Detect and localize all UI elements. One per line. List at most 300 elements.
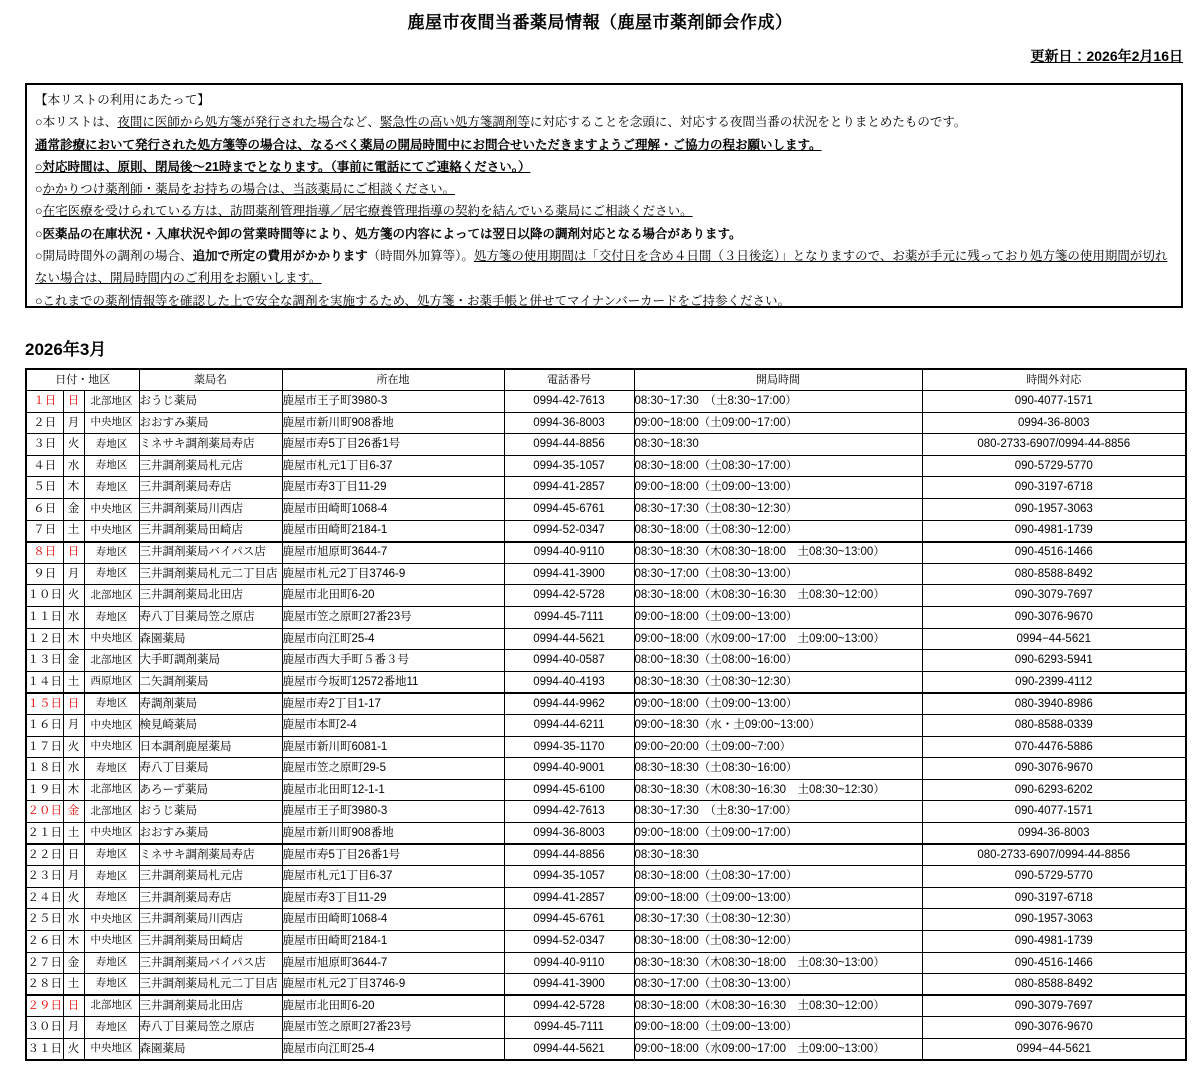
dow-cell: 土 bbox=[63, 520, 84, 542]
notice-line: ○これまでの薬剤情報等を確認した上で安全な調剤を実施するため、処方箋・お薬手帳と併せてマイナンバーカードをご持参ください。 bbox=[35, 293, 791, 308]
hours-cell: 09:00~18:00（水09:00~17:00 土09:00~13:00） bbox=[634, 628, 922, 650]
address-cell: 鹿屋市田崎町1068-4 bbox=[282, 909, 504, 931]
pharmacy-cell: 大手町調剤薬局 bbox=[139, 650, 282, 672]
dow-cell: 月 bbox=[63, 715, 84, 737]
date-cell: ７日 bbox=[26, 520, 63, 542]
date-cell: ３日 bbox=[26, 434, 63, 456]
table-row bbox=[26, 563, 1186, 585]
dow-cell: 木 bbox=[63, 628, 84, 650]
dow-cell: 金 bbox=[63, 801, 84, 823]
phone-cell: 0994-35-1057 bbox=[504, 866, 634, 888]
pharmacy-cell: 三井調剤薬局札元店 bbox=[139, 866, 282, 888]
hours-cell: 08:30~17:00（土08:30~13:00） bbox=[634, 974, 922, 996]
hours-cell: 08:30~18:00（土08:30~12:00） bbox=[634, 930, 922, 952]
table-row bbox=[26, 499, 1186, 521]
table-row bbox=[26, 758, 1186, 780]
table-row bbox=[26, 822, 1186, 844]
address-cell: 鹿屋市寿2丁目1-17 bbox=[282, 693, 504, 715]
dow-cell: 火 bbox=[63, 1038, 84, 1060]
pharmacy-cell: 三井調剤薬局バイパス店 bbox=[139, 542, 282, 564]
date-cell: ２７日 bbox=[26, 952, 63, 974]
phone-cell: 0994-45-7111 bbox=[504, 607, 634, 629]
district-cell: 中央地区 bbox=[84, 628, 139, 650]
table-row bbox=[26, 520, 1186, 542]
district-cell: 中央地区 bbox=[84, 715, 139, 737]
address-cell: 鹿屋市北田町6-20 bbox=[282, 995, 504, 1017]
afterhours-cell: 090-4077-1571 bbox=[922, 801, 1186, 823]
hours-cell: 08:30~18:00（土08:30~12:00） bbox=[634, 520, 922, 542]
hours-cell: 09:00~18:00（土09:00~13:00） bbox=[634, 477, 922, 499]
date-cell: １６日 bbox=[26, 715, 63, 737]
afterhours-cell: 090-3076-9670 bbox=[922, 758, 1186, 780]
afterhours-cell: 090-4981-1739 bbox=[922, 930, 1186, 952]
date-cell: ２４日 bbox=[26, 887, 63, 909]
dow-cell: 土 bbox=[63, 822, 84, 844]
hours-cell: 08:30~17:30 （土8:30~17:00） bbox=[634, 801, 922, 823]
month-heading: 2026年3月 bbox=[25, 340, 107, 359]
address-cell: 鹿屋市笠之原町27番23号 bbox=[282, 1017, 504, 1039]
date-cell: ５日 bbox=[26, 477, 63, 499]
district-cell: 寿地区 bbox=[84, 974, 139, 996]
table-row bbox=[26, 693, 1186, 715]
district-cell: 北部地区 bbox=[84, 995, 139, 1017]
date-cell: １５日 bbox=[26, 693, 63, 715]
pharmacy-cell: おうじ薬局 bbox=[139, 801, 282, 823]
district-cell: 寿地区 bbox=[84, 844, 139, 866]
pharmacy-cell: 三井調剤薬局寿店 bbox=[139, 887, 282, 909]
phone-cell: 0994-44-6211 bbox=[504, 715, 634, 737]
afterhours-cell: 090-3079-7697 bbox=[922, 995, 1186, 1017]
afterhours-cell: 090-6293-6202 bbox=[922, 779, 1186, 801]
hours-cell: 08:00~18:30（土08:00~16:00） bbox=[634, 650, 922, 672]
notice-line: ○医薬品の在庫状況・入庫状況や卸の営業時間等により、処方箋の内容によっては翌日以降の調剤対応となる場合があります。 bbox=[35, 226, 742, 241]
address-cell: 鹿屋市新川町908番地 bbox=[282, 412, 504, 434]
phone-cell: 0994-44-9962 bbox=[504, 693, 634, 715]
table-row bbox=[26, 715, 1186, 737]
phone-cell: 0994-44-8856 bbox=[504, 844, 634, 866]
pharmacy-cell: 三井調剤薬局札元二丁目店 bbox=[139, 563, 282, 585]
table-row bbox=[26, 930, 1186, 952]
dow-cell: 月 bbox=[63, 412, 84, 434]
pharmacy-cell: 検見崎薬局 bbox=[139, 715, 282, 737]
afterhours-cell: 080-8588-8492 bbox=[922, 563, 1186, 585]
pharmacy-cell: ミネサキ調剤薬局寿店 bbox=[139, 844, 282, 866]
dow-cell: 水 bbox=[63, 455, 84, 477]
afterhours-cell: 090-4516-1466 bbox=[922, 952, 1186, 974]
district-cell: 寿地区 bbox=[84, 866, 139, 888]
date-cell: ２５日 bbox=[26, 909, 63, 931]
update-date: 更新日：2026年2月16日 bbox=[1030, 48, 1183, 64]
dow-cell: 月 bbox=[63, 1017, 84, 1039]
date-cell: ２日 bbox=[26, 412, 63, 434]
dow-cell: 金 bbox=[63, 499, 84, 521]
hours-cell: 08:30~18:30 bbox=[634, 434, 922, 456]
district-cell: 寿地区 bbox=[84, 1017, 139, 1039]
district-cell: 寿地区 bbox=[84, 693, 139, 715]
district-cell: 寿地区 bbox=[84, 434, 139, 456]
phone-cell: 0994-41-2857 bbox=[504, 477, 634, 499]
hours-cell: 08:30~18:00（木08:30~16:30 土08:30~12:00） bbox=[634, 995, 922, 1017]
phone-cell: 0994-41-3900 bbox=[504, 974, 634, 996]
table-row bbox=[26, 434, 1186, 456]
hours-cell: 08:30~18:30（土08:30~16:00） bbox=[634, 758, 922, 780]
pharmacy-cell: 三井調剤薬局バイパス店 bbox=[139, 952, 282, 974]
afterhours-cell: 090-3197-6718 bbox=[922, 887, 1186, 909]
dow-cell: 金 bbox=[63, 952, 84, 974]
afterhours-cell: 080-3940-8986 bbox=[922, 693, 1186, 715]
address-cell: 鹿屋市寿5丁目26番1号 bbox=[282, 844, 504, 866]
notice-line: ○在宅医療を受けられている方は、訪問薬剤管理指導／居宅療養管理指導の契約を結んでいる薬局にご相談ください。 bbox=[35, 204, 693, 219]
address-cell: 鹿屋市札元1丁目6-37 bbox=[282, 455, 504, 477]
pharmacy-cell: 森園薬局 bbox=[139, 628, 282, 650]
pharmacy-cell: 三井調剤薬局北田店 bbox=[139, 585, 282, 607]
afterhours-cell: 090-5729-5770 bbox=[922, 866, 1186, 888]
phone-cell: 0994-44-5621 bbox=[504, 628, 634, 650]
phone-cell: 0994-35-1057 bbox=[504, 455, 634, 477]
address-cell: 鹿屋市旭原町3644-7 bbox=[282, 542, 504, 564]
header-address: 所在地 bbox=[282, 369, 504, 391]
address-cell: 鹿屋市新川町908番地 bbox=[282, 822, 504, 844]
date-cell: ３０日 bbox=[26, 1017, 63, 1039]
phone-cell: 0994-36-8003 bbox=[504, 822, 634, 844]
address-cell: 鹿屋市今坂町12572番地11 bbox=[282, 671, 504, 693]
table-row bbox=[26, 1017, 1186, 1039]
pharmacy-cell: 寿八丁目薬局 bbox=[139, 758, 282, 780]
pharmacy-cell: あろーず薬局 bbox=[139, 779, 282, 801]
dow-cell: 月 bbox=[63, 563, 84, 585]
notice-lines bbox=[35, 89, 1173, 312]
address-cell: 鹿屋市田崎町1068-4 bbox=[282, 499, 504, 521]
pharmacy-cell: おおすみ薬局 bbox=[139, 822, 282, 844]
table-row bbox=[26, 455, 1186, 477]
phone-cell: 0994-52-0347 bbox=[504, 930, 634, 952]
dow-cell: 日 bbox=[63, 995, 84, 1017]
address-cell: 鹿屋市笠之原町29-5 bbox=[282, 758, 504, 780]
table-row bbox=[26, 391, 1186, 413]
afterhours-cell: 090-3076-9670 bbox=[922, 1017, 1186, 1039]
hours-cell: 09:00~18:00（土09:00~13:00） bbox=[634, 1017, 922, 1039]
district-cell: 中央地区 bbox=[84, 930, 139, 952]
phone-cell: 0994-45-6761 bbox=[504, 909, 634, 931]
table-row bbox=[26, 736, 1186, 758]
address-cell: 鹿屋市王子町3980-3 bbox=[282, 801, 504, 823]
phone-cell: 0994-40-0587 bbox=[504, 650, 634, 672]
dow-cell: 木 bbox=[63, 477, 84, 499]
phone-cell: 0994-36-8003 bbox=[504, 412, 634, 434]
table-header-row bbox=[26, 369, 1186, 391]
notice-line: ○開局時間外の調剤の場合、追加で所定の費用がかかります（時間外加算等）。処方箋の使用期間は「交付日を含め４日間（３日後迄）」となりますので、お薬が手元に残っており処方箋の使用期間が切れない場合は、開局時間内のご利用をお願いします。 bbox=[35, 249, 1168, 286]
hours-cell: 09:00~18:00（土09:00~17:00） bbox=[634, 412, 922, 434]
date-cell: ２０日 bbox=[26, 801, 63, 823]
hours-cell: 09:00~18:00（土09:00~17:00） bbox=[634, 822, 922, 844]
dow-cell: 水 bbox=[63, 909, 84, 931]
hours-cell: 08:30~17:30（土08:30~12:30） bbox=[634, 499, 922, 521]
phone-cell: 0994-42-5728 bbox=[504, 585, 634, 607]
notice-line: ○対応時間は、原則、閉局後～21時までとなります。（事前に電話にてご連絡ください。） bbox=[35, 159, 531, 174]
date-cell: １９日 bbox=[26, 779, 63, 801]
address-cell: 鹿屋市寿3丁目11-29 bbox=[282, 887, 504, 909]
pharmacy-cell: 寿調剤薬局 bbox=[139, 693, 282, 715]
address-cell: 鹿屋市王子町3980-3 bbox=[282, 391, 504, 413]
pharmacy-cell: おおすみ薬局 bbox=[139, 412, 282, 434]
date-cell: １４日 bbox=[26, 671, 63, 693]
hours-cell: 08:30~18:00（土08:30~17:00） bbox=[634, 455, 922, 477]
address-cell: 鹿屋市本町2-4 bbox=[282, 715, 504, 737]
dow-cell: 木 bbox=[63, 779, 84, 801]
address-cell: 鹿屋市向江町25-4 bbox=[282, 628, 504, 650]
dow-cell: 火 bbox=[63, 736, 84, 758]
dow-cell: 火 bbox=[63, 887, 84, 909]
district-cell: 寿地区 bbox=[84, 542, 139, 564]
table-row bbox=[26, 995, 1186, 1017]
header-date-district: 日付・地区 bbox=[26, 369, 139, 391]
district-cell: 寿地区 bbox=[84, 887, 139, 909]
address-cell: 鹿屋市新川町6081-1 bbox=[282, 736, 504, 758]
hours-cell: 08:30~18:00（土08:30~17:00） bbox=[634, 866, 922, 888]
date-cell: ８日 bbox=[26, 542, 63, 564]
table-row bbox=[26, 952, 1186, 974]
header-pharmacy: 薬局名 bbox=[139, 369, 282, 391]
date-cell: ２３日 bbox=[26, 866, 63, 888]
hours-cell: 08:30~18:30（土08:30~12:30） bbox=[634, 671, 922, 693]
usage-notice-box bbox=[25, 83, 1183, 308]
hours-cell: 09:00~18:00（水09:00~17:00 土09:00~13:00） bbox=[634, 1038, 922, 1060]
district-cell: 寿地区 bbox=[84, 952, 139, 974]
address-cell: 鹿屋市北田町6-20 bbox=[282, 585, 504, 607]
table-row bbox=[26, 607, 1186, 629]
hours-cell: 08:30~17:30 （土8:30~17:00） bbox=[634, 391, 922, 413]
hours-cell: 09:00~18:30（水・土09:00~13:00） bbox=[634, 715, 922, 737]
hours-cell: 08:30~18:30 bbox=[634, 844, 922, 866]
district-cell: 西原地区 bbox=[84, 671, 139, 693]
address-cell: 鹿屋市田崎町2184-1 bbox=[282, 520, 504, 542]
date-cell: ９日 bbox=[26, 563, 63, 585]
district-cell: 中央地区 bbox=[84, 412, 139, 434]
date-cell: １日 bbox=[26, 391, 63, 413]
afterhours-cell: 090-1957-3063 bbox=[922, 909, 1186, 931]
header-phone: 電話番号 bbox=[504, 369, 634, 391]
date-cell: １７日 bbox=[26, 736, 63, 758]
table-row bbox=[26, 844, 1186, 866]
date-cell: ２８日 bbox=[26, 974, 63, 996]
pharmacy-cell: 三井調剤薬局寿店 bbox=[139, 477, 282, 499]
date-cell: ４日 bbox=[26, 455, 63, 477]
district-cell: 北部地区 bbox=[84, 779, 139, 801]
afterhours-cell: 0994-36-8003 bbox=[922, 412, 1186, 434]
pharmacy-cell: 三井調剤薬局川西店 bbox=[139, 499, 282, 521]
district-cell: 寿地区 bbox=[84, 477, 139, 499]
notice-line: 通常診療において発行された処方箋等の場合は、なるべく薬局の開局時間中にお問合せいただきますようご理解・ご協力の程お願いします。 bbox=[35, 137, 822, 152]
hours-cell: 08:30~18:00（木08:30~16:30 土08:30~12:00） bbox=[634, 585, 922, 607]
afterhours-cell: 090-4516-1466 bbox=[922, 542, 1186, 564]
hours-cell: 09:00~18:00（土09:00~13:00） bbox=[634, 887, 922, 909]
date-cell: ２１日 bbox=[26, 822, 63, 844]
district-cell: 中央地区 bbox=[84, 499, 139, 521]
pharmacy-cell: 三井調剤薬局田崎店 bbox=[139, 520, 282, 542]
pharmacy-cell: 寿八丁目薬局笠之原店 bbox=[139, 607, 282, 629]
district-cell: 北部地区 bbox=[84, 801, 139, 823]
afterhours-cell: 090-5729-5770 bbox=[922, 455, 1186, 477]
hours-cell: 08:30~18:30（木08:30~18:00 土08:30~13:00） bbox=[634, 542, 922, 564]
phone-cell: 0994-35-1170 bbox=[504, 736, 634, 758]
afterhours-cell: 090-6293-5941 bbox=[922, 650, 1186, 672]
district-cell: 寿地区 bbox=[84, 563, 139, 585]
phone-cell: 0994-45-6761 bbox=[504, 499, 634, 521]
phone-cell: 0994-41-3900 bbox=[504, 563, 634, 585]
dow-cell: 火 bbox=[63, 585, 84, 607]
date-cell: ６日 bbox=[26, 499, 63, 521]
afterhours-cell: 080-2733-6907/0994-44-8856 bbox=[922, 844, 1186, 866]
pharmacy-cell: 三井調剤薬局札元店 bbox=[139, 455, 282, 477]
afterhours-cell: 090-4981-1739 bbox=[922, 520, 1186, 542]
dow-cell: 水 bbox=[63, 758, 84, 780]
table-row bbox=[26, 628, 1186, 650]
pharmacy-table-body bbox=[26, 391, 1186, 1060]
date-cell: １８日 bbox=[26, 758, 63, 780]
address-cell: 鹿屋市笠之原町27番23号 bbox=[282, 607, 504, 629]
district-cell: 中央地区 bbox=[84, 822, 139, 844]
phone-cell: 0994-42-7613 bbox=[504, 391, 634, 413]
afterhours-cell: 090-3076-9670 bbox=[922, 607, 1186, 629]
dow-cell: 日 bbox=[63, 693, 84, 715]
phone-cell: 0994-41-2857 bbox=[504, 887, 634, 909]
address-cell: 鹿屋市札元2丁目3746-9 bbox=[282, 974, 504, 996]
pharmacy-cell: 寿八丁目薬局笠之原店 bbox=[139, 1017, 282, 1039]
table-row bbox=[26, 779, 1186, 801]
phone-cell: 0994-42-7613 bbox=[504, 801, 634, 823]
table-row bbox=[26, 801, 1186, 823]
afterhours-cell: 070-4476-5886 bbox=[922, 736, 1186, 758]
afterhours-cell: 090-4077-1571 bbox=[922, 391, 1186, 413]
district-cell: 寿地区 bbox=[84, 455, 139, 477]
district-cell: 中央地区 bbox=[84, 520, 139, 542]
address-cell: 鹿屋市向江町25-4 bbox=[282, 1038, 504, 1060]
date-cell: １３日 bbox=[26, 650, 63, 672]
district-cell: 北部地区 bbox=[84, 650, 139, 672]
pharmacy-cell: 三井調剤薬局札元二丁目店 bbox=[139, 974, 282, 996]
district-cell: 北部地区 bbox=[84, 391, 139, 413]
page-title: 鹿屋市夜間当番薬局情報（鹿屋市薬剤師会作成） bbox=[407, 13, 793, 32]
dow-cell: 月 bbox=[63, 866, 84, 888]
district-cell: 北部地区 bbox=[84, 585, 139, 607]
afterhours-cell: 080-8588-0339 bbox=[922, 715, 1186, 737]
phone-cell: 0994-44-5621 bbox=[504, 1038, 634, 1060]
phone-cell: 0994-52-0347 bbox=[504, 520, 634, 542]
afterhours-cell: 090-1957-3063 bbox=[922, 499, 1186, 521]
header-afterhours: 時間外対応 bbox=[922, 369, 1186, 391]
phone-cell: 0994-44-8856 bbox=[504, 434, 634, 456]
table-row bbox=[26, 887, 1186, 909]
pharmacy-cell: ミネサキ調剤薬局寿店 bbox=[139, 434, 282, 456]
afterhours-cell: 090-3079-7697 bbox=[922, 585, 1186, 607]
phone-cell: 0994-40-9110 bbox=[504, 952, 634, 974]
pharmacy-duty-table bbox=[25, 368, 1187, 1061]
address-cell: 鹿屋市寿5丁目26番1号 bbox=[282, 434, 504, 456]
dow-cell: 土 bbox=[63, 671, 84, 693]
dow-cell: 日 bbox=[63, 542, 84, 564]
dow-cell: 日 bbox=[63, 391, 84, 413]
afterhours-cell: 080-8588-8492 bbox=[922, 974, 1186, 996]
hours-cell: 08:30~18:30（木08:30~18:00 土08:30~13:00） bbox=[634, 952, 922, 974]
dow-cell: 金 bbox=[63, 650, 84, 672]
table-row bbox=[26, 671, 1186, 693]
notice-line: ○本リストは、夜間に医師から処方箋が発行された場合など、緊急性の高い処方箋調剤等に対応することを念頭に、対応する夜間当番の状況をとりまとめたものです。 bbox=[35, 115, 967, 130]
date-cell: １２日 bbox=[26, 628, 63, 650]
date-cell: ２９日 bbox=[26, 995, 63, 1017]
table-row bbox=[26, 650, 1186, 672]
address-cell: 鹿屋市田崎町2184-1 bbox=[282, 930, 504, 952]
afterhours-cell: 0994−44-5621 bbox=[922, 628, 1186, 650]
afterhours-cell: 090-2399-4112 bbox=[922, 671, 1186, 693]
address-cell: 鹿屋市札元1丁目6-37 bbox=[282, 866, 504, 888]
hours-cell: 09:00~18:00（土09:00~13:00） bbox=[634, 693, 922, 715]
dow-cell: 水 bbox=[63, 607, 84, 629]
hours-cell: 08:30~17:00（土08:30~13:00） bbox=[634, 563, 922, 585]
date-cell: ３１日 bbox=[26, 1038, 63, 1060]
phone-cell: 0994-40-9001 bbox=[504, 758, 634, 780]
dow-cell: 土 bbox=[63, 974, 84, 996]
pharmacy-cell: 三井調剤薬局北田店 bbox=[139, 995, 282, 1017]
hours-cell: 09:00~20:00（土09:00~7:00） bbox=[634, 736, 922, 758]
district-cell: 中央地区 bbox=[84, 909, 139, 931]
district-cell: 中央地区 bbox=[84, 736, 139, 758]
hours-cell: 08:30~18:30（木08:30~16:30 土08:30~12:30） bbox=[634, 779, 922, 801]
dow-cell: 火 bbox=[63, 434, 84, 456]
date-cell: １０日 bbox=[26, 585, 63, 607]
hours-cell: 09:00~18:00（土09:00~13:00） bbox=[634, 607, 922, 629]
afterhours-cell: 090-3197-6718 bbox=[922, 477, 1186, 499]
address-cell: 鹿屋市札元2丁目3746-9 bbox=[282, 563, 504, 585]
dow-cell: 日 bbox=[63, 844, 84, 866]
table-row bbox=[26, 477, 1186, 499]
table-row bbox=[26, 412, 1186, 434]
afterhours-cell: 0994−44-5621 bbox=[922, 1038, 1186, 1060]
phone-cell: 0994-40-4193 bbox=[504, 671, 634, 693]
pharmacy-cell: 日本調剤鹿屋薬局 bbox=[139, 736, 282, 758]
address-cell: 鹿屋市旭原町3644-7 bbox=[282, 952, 504, 974]
header-hours: 開局時間 bbox=[634, 369, 922, 391]
district-cell: 寿地区 bbox=[84, 758, 139, 780]
pharmacy-cell: おうじ薬局 bbox=[139, 391, 282, 413]
table-row bbox=[26, 909, 1186, 931]
afterhours-cell: 080-2733-6907/0994-44-8856 bbox=[922, 434, 1186, 456]
table-row bbox=[26, 585, 1186, 607]
pharmacy-cell: 二矢調剤薬局 bbox=[139, 671, 282, 693]
address-cell: 鹿屋市北田町12-1-1 bbox=[282, 779, 504, 801]
table-row bbox=[26, 866, 1186, 888]
pharmacy-cell: 森園薬局 bbox=[139, 1038, 282, 1060]
table-row bbox=[26, 542, 1186, 564]
phone-cell: 0994-42-5728 bbox=[504, 995, 634, 1017]
date-cell: ２２日 bbox=[26, 844, 63, 866]
address-cell: 鹿屋市西大手町５番３号 bbox=[282, 650, 504, 672]
pharmacy-cell: 三井調剤薬局川西店 bbox=[139, 909, 282, 931]
hours-cell: 08:30~17:30（土08:30~12:30） bbox=[634, 909, 922, 931]
date-cell: ２６日 bbox=[26, 930, 63, 952]
notice-line: 【本リストの利用にあたって】 bbox=[35, 93, 210, 107]
date-cell: １１日 bbox=[26, 607, 63, 629]
phone-cell: 0994-40-9110 bbox=[504, 542, 634, 564]
notice-line: ○かかりつけ薬剤師・薬局をお持ちの場合は、当該薬局にご相談ください。 bbox=[35, 182, 456, 197]
pharmacy-cell: 三井調剤薬局田崎店 bbox=[139, 930, 282, 952]
district-cell: 中央地区 bbox=[84, 1038, 139, 1060]
district-cell: 寿地区 bbox=[84, 607, 139, 629]
afterhours-cell: 0994-36-8003 bbox=[922, 822, 1186, 844]
phone-cell: 0994-45-6100 bbox=[504, 779, 634, 801]
table-row bbox=[26, 974, 1186, 996]
phone-cell: 0994-45-7111 bbox=[504, 1017, 634, 1039]
address-cell: 鹿屋市寿3丁目11-29 bbox=[282, 477, 504, 499]
